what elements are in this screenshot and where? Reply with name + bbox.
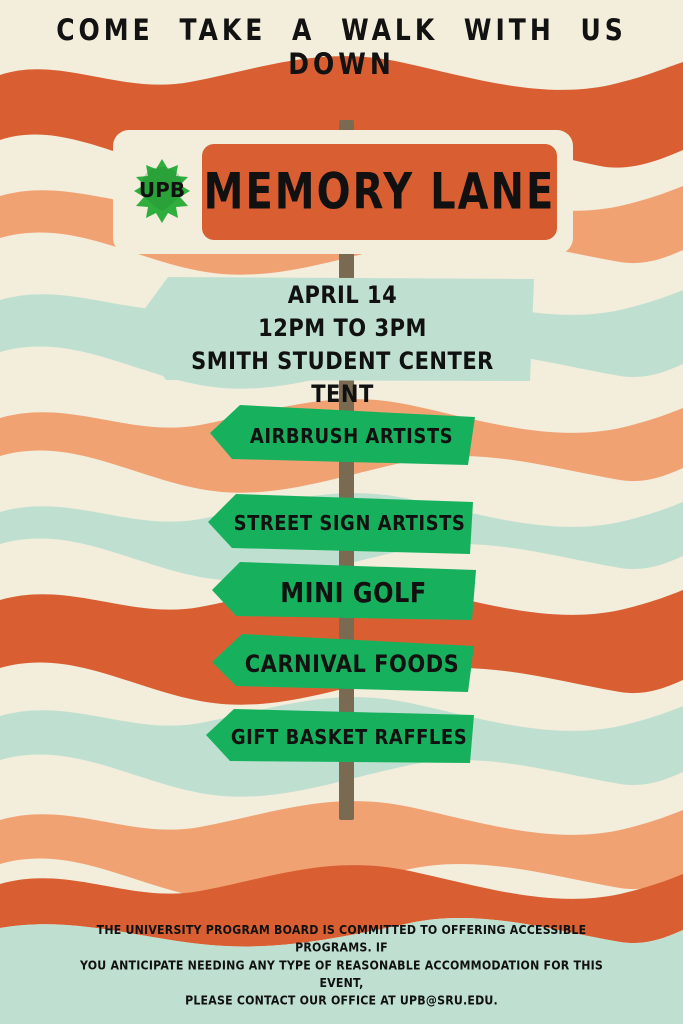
title-sign bbox=[113, 130, 573, 254]
event-location: SMITH STUDENT CENTER TENT bbox=[191, 347, 494, 408]
page-headline: COME TAKE A WALK WITH US DOWN bbox=[56, 12, 627, 82]
footer-line-3: PLEASE CONTACT OUR OFFICE AT UPB@SRU.EDU. bbox=[185, 993, 498, 1008]
page-title: MEMORY LANE bbox=[203, 163, 556, 221]
accessibility-footer bbox=[0, 922, 683, 1010]
event-time: 12PM TO 3PM bbox=[258, 314, 427, 342]
activity-arrow-5 bbox=[206, 705, 474, 769]
activity-label-1: AIRBRUSH ARTISTS bbox=[249, 423, 454, 449]
footer-line-1: THE UNIVERSITY PROGRAM BOARD IS COMMITTED TO OFFERING ACCESSIBLE PROGRAMS. IF bbox=[96, 923, 587, 955]
title-plate bbox=[202, 144, 557, 240]
svg-text:UPB: UPB bbox=[138, 178, 186, 202]
event-info-sign bbox=[130, 277, 534, 408]
footer-line-2: YOU ANTICIPATE NEEDING ANY TYPE OF REASONABLE ACCOMMODATION FOR THIS EVENT, bbox=[79, 958, 604, 991]
activity-arrow-4 bbox=[212, 632, 474, 696]
activity-arrow-3 bbox=[212, 560, 477, 626]
activity-label-4: CARNIVAL FOODS bbox=[244, 650, 460, 678]
activity-arrow-2 bbox=[208, 490, 473, 556]
upb-logo-icon bbox=[126, 155, 198, 227]
activity-label-2: STREET SIGN ARTISTS bbox=[233, 510, 466, 536]
activity-label-3: MINI GOLF bbox=[280, 576, 427, 610]
event-info-text bbox=[170, 279, 515, 411]
event-date: APRIL 14 bbox=[287, 281, 398, 309]
activity-label-5: GIFT BASKET RAFFLES bbox=[230, 724, 468, 750]
activity-arrow-1 bbox=[210, 403, 475, 469]
